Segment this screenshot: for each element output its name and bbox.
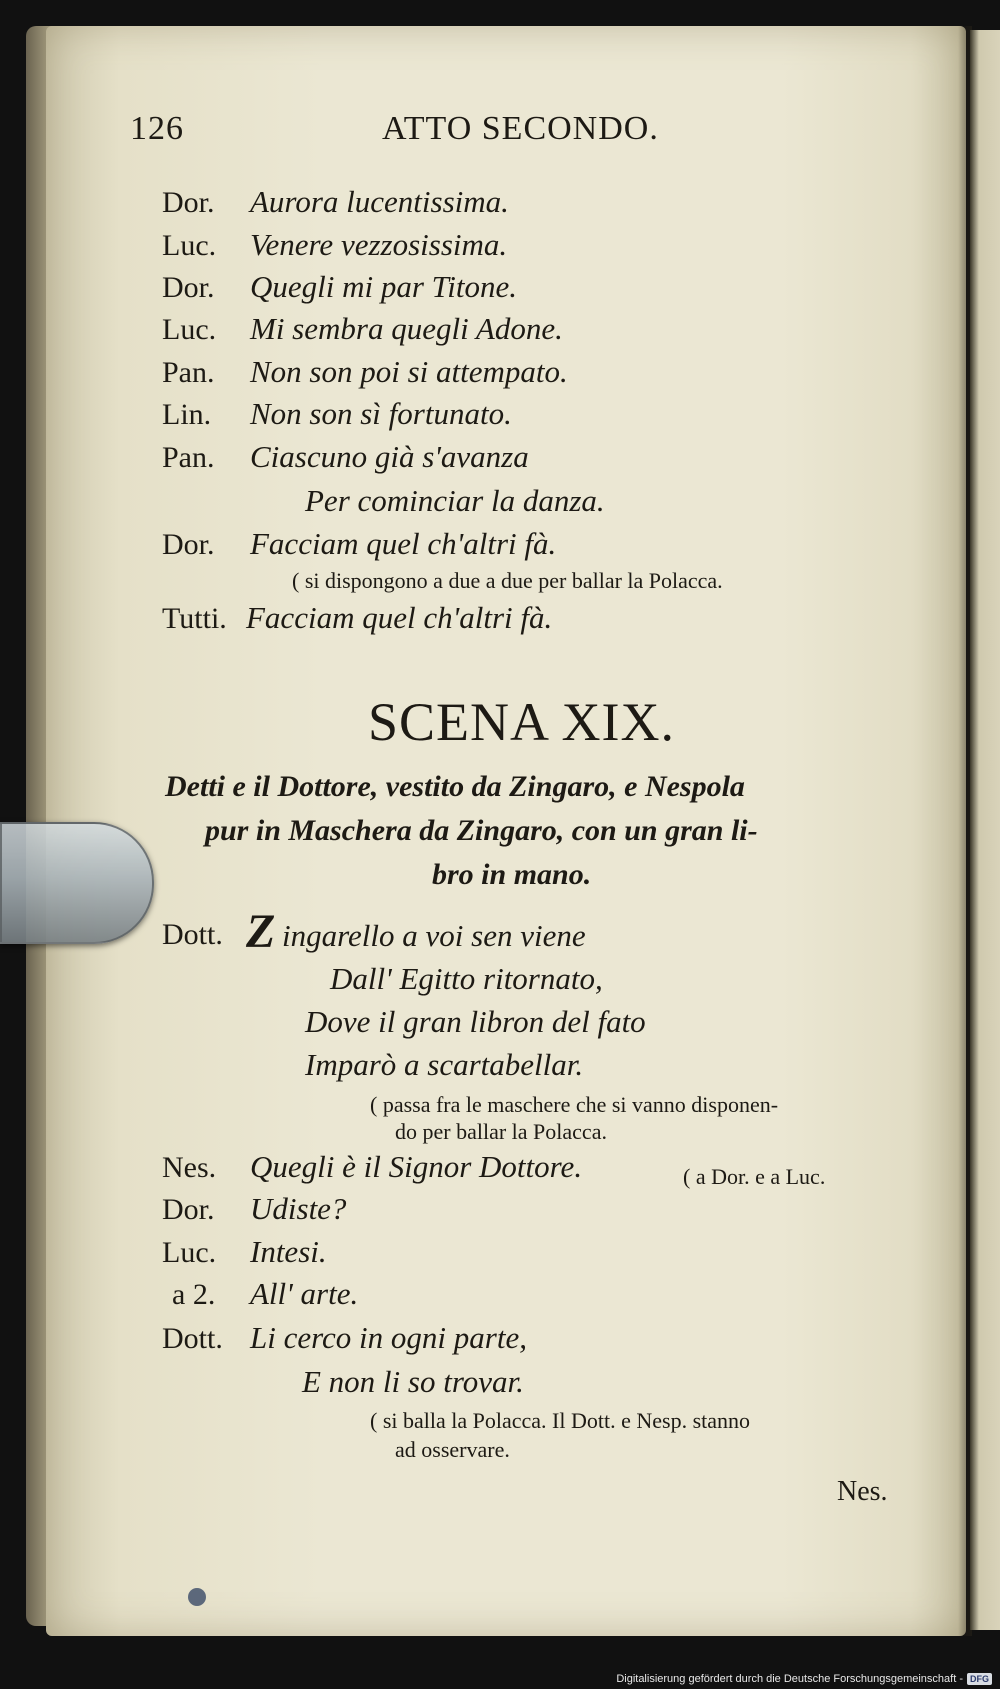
speaker-label: Tutti. — [162, 602, 227, 635]
verse-line: E non li so trovar. — [302, 1364, 524, 1399]
speaker-label: Dor. — [162, 271, 215, 304]
verse-line: Aurora lucentissima. — [250, 184, 509, 219]
speaker-label: Luc. — [162, 229, 217, 262]
speaker-label: Luc. — [162, 313, 217, 346]
verse-line: Mi sembra quegli Adone. — [250, 311, 563, 346]
catchword: Nes. — [837, 1476, 888, 1507]
next-page-edge — [970, 30, 1000, 1630]
verse-line: Dall' Egitto ritornato, — [330, 961, 603, 996]
speaker-label: a 2. — [172, 1278, 216, 1311]
verse-line: Non son poi si attempato. — [250, 354, 568, 389]
page-number: 126 — [130, 110, 184, 147]
verse-line: Quegli è il Signor Dottore. — [250, 1149, 583, 1184]
stage-direction: ad osservare. — [395, 1437, 510, 1462]
scene-title: SCENA XIX. — [368, 692, 676, 752]
verse-line: Facciam quel ch'altri fà. — [250, 526, 557, 561]
running-title: ATTO SECONDO. — [382, 110, 659, 147]
page-clip — [0, 822, 154, 944]
dfg-logo: DFG — [967, 1673, 992, 1685]
verse-line: Ciascuno già s'avanza — [250, 439, 529, 474]
speaker-label: Luc. — [162, 1236, 217, 1269]
verse-line: Facciam quel ch'altri fà. — [246, 600, 553, 635]
stage-direction-aside: ( a Dor. e a Luc. — [683, 1164, 826, 1189]
drop-cap: Z — [246, 905, 276, 958]
scene-description-line: bro in mano. — [432, 858, 592, 891]
speaker-label: Lin. — [162, 398, 212, 431]
verse-line: ingarello a voi sen viene — [282, 918, 586, 953]
speaker-label: Nes. — [162, 1151, 217, 1184]
ink-spot — [188, 1588, 206, 1606]
footer-credit: Digitalisierung gefördert durch die Deutsche Forschungsgemeinschaft - — [616, 1673, 963, 1685]
verse-line: Li cerco in ogni parte, — [250, 1320, 527, 1355]
verse-line: Venere vezzosissima. — [250, 227, 508, 262]
speaker-label: Dott. — [162, 1322, 223, 1355]
speaker-label: Dor. — [162, 1193, 215, 1226]
verse-line: Quegli mi par Titone. — [250, 269, 517, 304]
verse-line: Intesi. — [250, 1234, 327, 1269]
speaker-label: Dott. — [162, 918, 223, 951]
stage-direction: ( passa fra le maschere che si vanno disponen- — [370, 1092, 779, 1117]
verse-line: Imparò a scartabellar. — [305, 1047, 584, 1082]
verse-line: Per cominciar la danza. — [305, 483, 605, 518]
speaker-label: Dor. — [162, 528, 215, 561]
verse-line: Non son sì fortunato. — [250, 396, 512, 431]
digitization-footer — [616, 1673, 992, 1685]
verse-line: All' arte. — [250, 1276, 359, 1311]
scene-description-line: Detti e il Dottore, vestito da Zingaro, e Nespola — [165, 770, 745, 803]
stage-direction: do per ballar la Polacca. — [395, 1119, 607, 1144]
stage-direction: ( si dispongono a due a due per ballar la Polacca. — [292, 568, 723, 593]
verse-line: Udiste? — [250, 1191, 347, 1226]
verse-line: Dove il gran libron del fato — [305, 1004, 646, 1039]
speaker-label: Dor. — [162, 186, 215, 219]
scene-description-line: pur in Maschera da Zingaro, con un gran li- — [205, 814, 758, 847]
stage-direction: ( si balla la Polacca. Il Dott. e Nesp. stanno — [370, 1408, 751, 1433]
speaker-label: Pan. — [162, 356, 215, 389]
speaker-label: Pan. — [162, 441, 215, 474]
